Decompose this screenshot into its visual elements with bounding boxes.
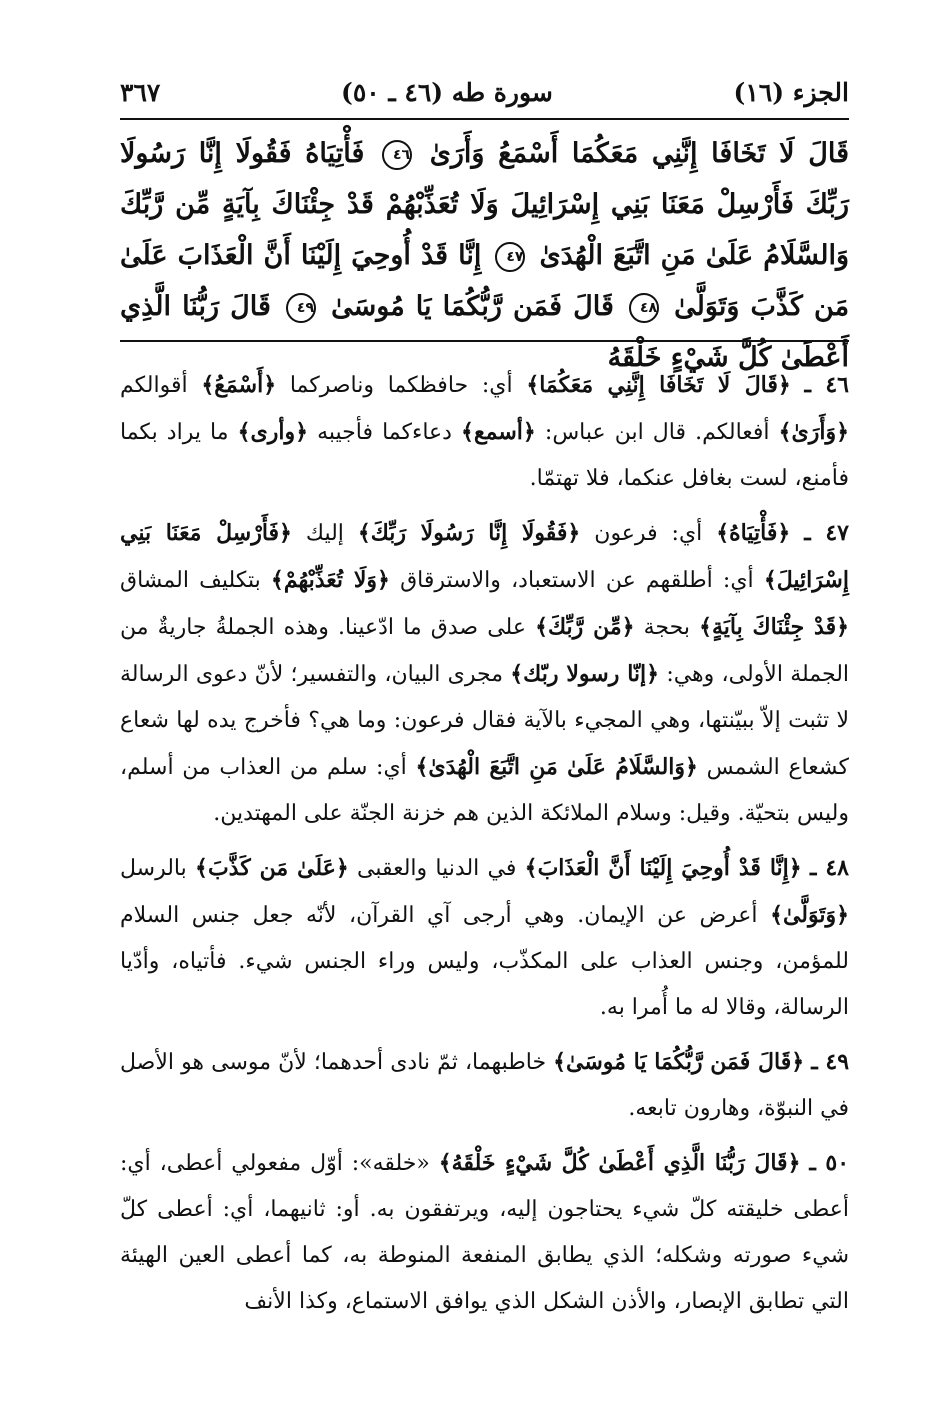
quoted-verse: قَالَ فَمَن رَّبُّكُمَا يَا مُوسَىٰ xyxy=(566,1049,792,1075)
verse-number: ٥٠ ـ xyxy=(809,1150,850,1176)
commentary-text: أفعالكم. قال ابن عباس: xyxy=(544,420,770,445)
ornate-bracket-close-icon: ﴾ xyxy=(201,372,215,398)
quoted-verse: عَلَىٰ مَن كَذَّبَ xyxy=(207,855,336,881)
ornate-bracket-close-icon: ﴾ xyxy=(270,567,284,593)
quoted-verse: وَلَا تُعَذِّبْهُمْ xyxy=(283,567,378,593)
quran-divider xyxy=(120,340,849,342)
quoted-verse: قَالَ لَا تَخَافَا إِنَّنِي مَعَكُمَا xyxy=(539,372,778,398)
verse-number: ٤٩ ـ xyxy=(811,1049,850,1075)
ornate-bracket-open-icon: ﴿ xyxy=(377,567,390,593)
quoted-verse: قَدْ جِئْنَاكَ بِآيَةٍ xyxy=(712,614,837,640)
verse-number: ٤٨ ـ xyxy=(809,855,849,881)
ornate-bracket-open-icon: ﴿ xyxy=(621,614,635,640)
commentary-paragraph-47 xyxy=(120,510,849,837)
ornate-bracket-open-icon: ﴿ xyxy=(295,419,308,445)
commentary-text: إليك xyxy=(305,521,344,546)
commentary-text: «خلقه»: أوّل مفعولي أعطى، أي: أعطى خليقته كلّ شيء يحتاجون إليه، ويرتفقون به. أو: ثانيهما، أي: أعطى كلّ شيء صورته وشكله؛ الذي يطابق المنفعة المنوطة به، كما أعطى العين الهيئة التي تطابق الإبصار، والأذن الشكل الذي يوافق الاستماع، وكذا الأنف xyxy=(120,1151,849,1314)
quoted-verse: إِنَّا قَدْ أُوحِيَ إِلَيْنَا أَنَّ الْعَذَابَ xyxy=(537,855,789,881)
verse-49: قَالَ فَمَن رَّبُّكُمَا يَا مُوسَىٰ xyxy=(331,291,614,322)
commentary-block xyxy=(120,362,849,1333)
verse-marker-47: ٤٧ xyxy=(495,242,525,272)
ornate-bracket-open-icon: ﴿ xyxy=(777,520,791,546)
quoted-verse: فَأَرْسِلْ مَعَنَا بَنِي إِسْرَائِيلَ xyxy=(120,520,849,593)
commentary-text: ما يراد بكما فأمنع، لست بغافل عنكما، فلا تهتمّا. xyxy=(120,420,849,491)
quoted-verse: أَسْمَعُ xyxy=(214,372,264,398)
quoted-verse: وَتَوَلَّىٰ xyxy=(782,902,837,928)
surah-title: سورة طه (٤٦ ـ ٥٠) xyxy=(340,77,553,107)
ornate-bracket-close-icon: ﴾ xyxy=(461,419,474,445)
quoted-verse: مِّن رَّبِّكَ xyxy=(547,614,622,640)
verse-48: إِنَّا قَدْ أُوحِيَ إِلَيْنَا أَنَّ الْعَذَابَ عَلَىٰ مَن كَذَّبَ وَتَوَلَّىٰ xyxy=(120,240,850,322)
commentary-text: بالرسل xyxy=(120,856,187,881)
ornate-bracket-close-icon: ﴾ xyxy=(237,419,251,445)
header-divider xyxy=(120,118,849,120)
commentary-text: أي: أطلقهم عن الاستعباد، والاسترقاق xyxy=(400,568,754,593)
ornate-bracket-close-icon: ﴾ xyxy=(770,902,783,928)
commentary-text: بحجة xyxy=(643,615,690,640)
commentary-text: خاطبهما، ثمّ نادى أحدهما؛ لأنّ موسى هو الأصل في النبوّة، وهارون تابعه. xyxy=(120,1050,849,1121)
ornate-bracket-open-icon: ﴿ xyxy=(685,754,698,780)
quoted-verse: قَالَ رَبُّنَا الَّذِي أَعْطَىٰ كُلَّ شَيْءٍ خَلْقَهُ xyxy=(451,1150,788,1176)
ornate-bracket-open-icon: ﴿ xyxy=(522,419,536,445)
ornate-bracket-open-icon: ﴿ xyxy=(777,372,791,398)
ornate-bracket-close-icon: ﴾ xyxy=(524,855,538,881)
page-number: ٣٦٧ xyxy=(120,77,161,107)
ornate-bracket-open-icon: ﴿ xyxy=(646,661,660,687)
ornate-bracket-open-icon: ﴿ xyxy=(836,614,850,640)
quoted-verse: إنّا رسولا ربّك xyxy=(523,661,647,687)
ornate-bracket-close-icon: ﴾ xyxy=(535,614,548,640)
commentary-text: على صدق ما ادّعينا. وهذه الجملةُ جاريةٌ من الجملة الأولى، وهي: xyxy=(120,615,850,687)
verse-number: ٤٦ ـ xyxy=(804,372,849,398)
commentary-paragraph-48 xyxy=(120,845,849,1031)
quoted-verse: أسمع xyxy=(473,419,523,445)
ornate-bracket-open-icon: ﴿ xyxy=(791,1049,805,1075)
ornate-bracket-close-icon: ﴾ xyxy=(553,1049,567,1075)
ornate-bracket-close-icon: ﴾ xyxy=(778,419,792,445)
commentary-paragraph-49 xyxy=(120,1039,849,1132)
ornate-bracket-close-icon: ﴾ xyxy=(763,567,777,593)
ornate-bracket-open-icon: ﴿ xyxy=(836,419,849,445)
ornate-bracket-open-icon: ﴿ xyxy=(263,372,277,398)
ornate-bracket-close-icon: ﴾ xyxy=(526,372,540,398)
ornate-bracket-open-icon: ﴿ xyxy=(788,855,802,881)
commentary-text: أعرض عن الإيمان. وهي أرجى آي القرآن، لأنّه جعل جنس السلام للمؤمن، وجنس العذاب على المكذّب، وليس وراء الجنس شيء. فأتياه، وأدّيا الرسالة، وقالا له ما أُمرا به. xyxy=(120,903,849,1020)
commentary-paragraph-46 xyxy=(120,362,849,502)
commentary-text: أي: سلم من العذاب من أسلم، وليس بتحيّة. وقيل: وسلام الملائكة الذين هم خزنة الجنّة على المهتدين. xyxy=(120,755,849,826)
ornate-bracket-open-icon: ﴿ xyxy=(335,855,349,881)
commentary-paragraph-50 xyxy=(120,1140,849,1325)
commentary-text: أقوالكم xyxy=(120,373,188,398)
ornate-bracket-close-icon: ﴾ xyxy=(195,855,208,881)
quoted-verse: وَالسَّلَامُ عَلَىٰ مَنِ اتَّبَعَ الْهُدَىٰ xyxy=(428,754,686,780)
verse-marker-48: ٤٨ xyxy=(629,293,659,323)
quoted-verse: وأرى xyxy=(250,419,296,445)
verse-marker-49: ٤٩ xyxy=(286,293,316,323)
ornate-bracket-close-icon: ﴾ xyxy=(716,520,730,546)
verse-46: قَالَ لَا تَخَافَا إِنَّنِي مَعَكُمَا أَسْمَعُ وَأَرَىٰ xyxy=(429,138,849,169)
ornate-bracket-close-icon: ﴾ xyxy=(438,1150,452,1176)
commentary-text: في الدنيا والعقبى xyxy=(357,856,517,881)
ornate-bracket-open-icon: ﴿ xyxy=(279,520,292,546)
ornate-bracket-open-icon: ﴿ xyxy=(787,1150,801,1176)
verse-number: ٤٧ ـ xyxy=(804,520,849,546)
ornate-bracket-close-icon: ﴾ xyxy=(357,520,371,546)
commentary-text: مجرى البيان، والتفسير؛ لأنّ دعوى الرسالة لا تثبت إلاّ ببيّنتها، وهي المجيء بالآية فقال فرعون: وما هي؟ فأخرج يده لها شعاع كشعاع الشمس xyxy=(120,662,849,780)
ornate-bracket-close-icon: ﴾ xyxy=(699,614,712,640)
quoted-verse: فَقُولَا إِنَّا رَسُولَا رَبِّكَ xyxy=(370,520,568,546)
ornate-bracket-open-icon: ﴿ xyxy=(567,520,581,546)
ornate-bracket-close-icon: ﴾ xyxy=(510,661,524,687)
commentary-text: دعاءكما فأجيبه xyxy=(317,420,452,445)
quoted-verse: فَأْتِيَاهُ xyxy=(729,520,778,546)
commentary-text: أي: حافظكما وناصركما xyxy=(289,373,513,398)
verse-50: قَالَ رَبُّنَا الَّذِي أَعْطَىٰ كُلَّ شَيْءٍ خَلْقَهُ xyxy=(120,291,849,373)
verse-47: فَأْتِيَاهُ فَقُولَا إِنَّا رَسُولَا رَبِّكَ فَأَرْسِلْ مَعَنَا بَنِي إِسْرَائِيلَ وَلَا تُعَذِّبْهُمْ قَدْ جِئْنَاكَ بِآيَةٍ مِّن رَّبِّكَ وَالسَّلَامُ عَلَىٰ مَنِ اتَّبَعَ الْهُدَىٰ xyxy=(120,138,849,271)
juz-label: الجزء (١٦) xyxy=(733,77,849,107)
page-header xyxy=(120,72,849,112)
verse-marker-46: ٤٦ xyxy=(382,140,412,170)
quran-text-block xyxy=(120,128,849,383)
ornate-bracket-close-icon: ﴾ xyxy=(415,754,429,780)
commentary-text: أي: فرعون xyxy=(594,521,703,546)
quoted-verse: وَأَرَىٰ xyxy=(791,419,837,445)
commentary-text: بتكليف المشاق xyxy=(120,568,261,593)
ornate-bracket-open-icon: ﴿ xyxy=(836,902,850,928)
